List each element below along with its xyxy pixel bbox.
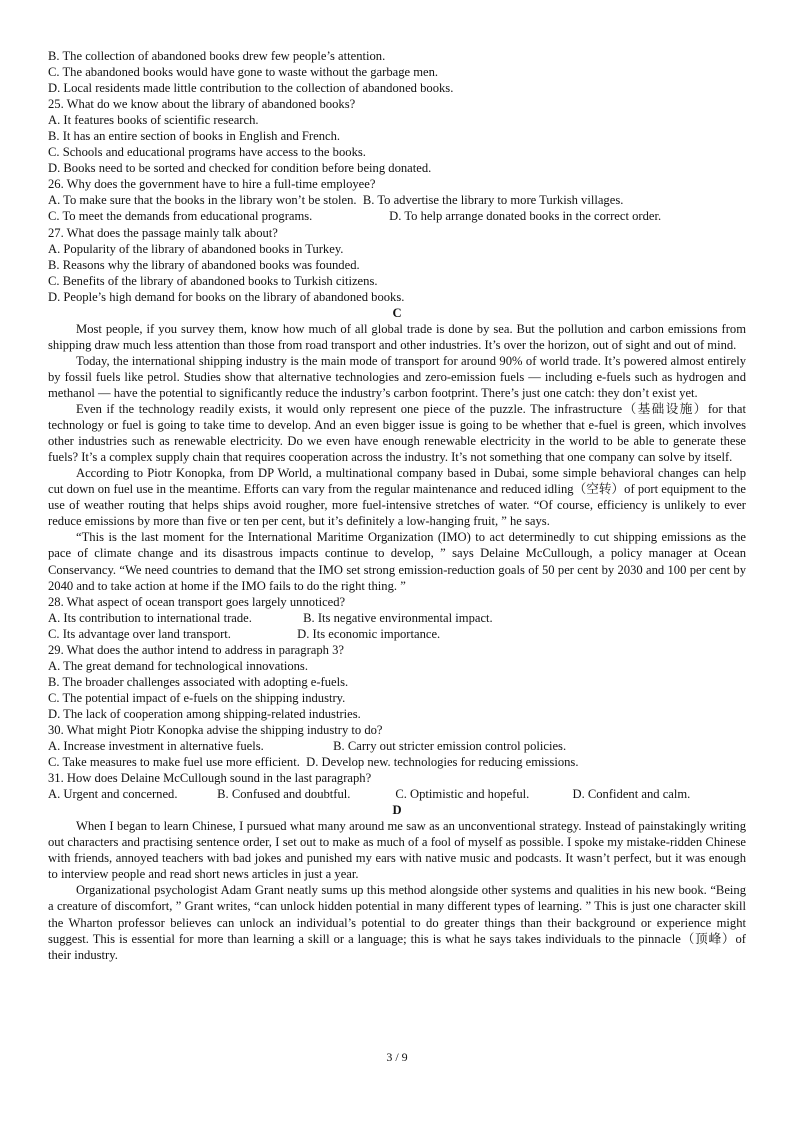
q26-option-c: C. To meet the demands from educational programs.	[48, 209, 313, 224]
section-c-paragraph-5: “This is the last moment for the International Maritime Organization (IMO) to act determinedly to cut shipping emissions as the pace of climate change and its disastrous impacts continue to develop, ” says Delaine McCullough, a policy manager at Ocean Conservancy. “We need countries to demand that the IMO set strong emission-reduction goals of 50 per cent by 2030 and 100 per cent by 2040 and to take action at home if the IMO fails to do the right thing. ”	[48, 530, 746, 593]
q28-option-b: B. Its negative environmental impact.	[303, 610, 493, 625]
q28-options-row-2	[48, 626, 746, 642]
q26-option-d: D. To help arrange donated books in the correct order.	[389, 209, 662, 224]
q28-option-c: C. Its advantage over land transport.	[48, 626, 231, 641]
q25-stem: 25. What do we know about the library of abandoned books?	[48, 97, 356, 112]
q29-option-b: B. The broader challenges associated with adopting e-fuels.	[48, 674, 349, 689]
q27-option-c: C. Benefits of the library of abandoned books to Turkish citizens.	[48, 273, 378, 288]
section-d-paragraph-1: When I began to learn Chinese, I pursued what many around me saw as an unconventional strategy. Instead of painstakingly writing out characters and practising sentence order, I set out to make as much of a fool of myself as possible. I spoke my mistake-ridden Chinese with friends, annoyed teachers with bad jokes and punished my ears with native music and podcasts. It wasn’t perfect, but it was enough to interview people and read short news articles in just a year.	[48, 819, 746, 882]
section-c-paragraph-2: Today, the international shipping industry is the main mode of transport for around 90% of world trade. It’s powered almost entirely by fossil fuels like petrol. Studies show that alternative technologies and zero-emission fuels — including e-fuels such as hydrogen and methanol — have the potential to significantly reduce the industry’s carbon footprint. There’s just one catch: they don’t exist yet.	[48, 353, 746, 400]
q24-option-c: C. The abandoned books would have gone to waste without the garbage men.	[48, 65, 439, 80]
q31-options-row	[48, 786, 746, 802]
q31-stem: 31. How does Delaine McCullough sound in the last paragraph?	[48, 771, 372, 786]
q27-option-a: A. Popularity of the library of abandoned books in Turkey.	[48, 241, 344, 256]
section-c-paragraph-1: Most people, if you survey them, know how much of all global trade is done by sea. But the pollution and carbon emissions from shipping draw much less attention than those from road transport and other industries. It’s over the horizon, out of sight and out of mind.	[48, 321, 746, 352]
q26-options-row-1	[48, 192, 746, 208]
section-d-paragraph-2: Organizational psychologist Adam Grant neatly sums up this method alongside other systems and qualities in his new book. “Being a creature of discomfort, ” Grant writes, “can unlock hidden potential in many different types of learning. ” This is just one character skill the Wharton professor believes can unlock an individual’s potential to do greater things than their background or experience might suggest. This is essential for more than learning a skill or a language; this is what he says takes individuals to the pinnacle（顶峰）of their industry.	[48, 883, 746, 962]
q27-option-b: B. Reasons why the library of abandoned books was founded.	[48, 257, 360, 272]
q31-option-d: D. Confident and calm.	[572, 787, 691, 802]
q30-option-b: B. Carry out stricter emission control policies.	[333, 739, 567, 754]
page-number: 3 / 9	[386, 1050, 408, 1064]
q30-stem: 30. What might Piotr Konopka advise the shipping industry to do?	[48, 722, 383, 737]
q30-option-d: D. Develop new. technologies for reducing emissions.	[306, 755, 579, 770]
q29-option-a: A. The great demand for technological innovations.	[48, 658, 308, 673]
q28-option-a: A. Its contribution to international trade.	[48, 610, 252, 625]
q29-option-c: C. The potential impact of e-fuels on the shipping industry.	[48, 690, 346, 705]
q31-option-a: A. Urgent and concerned.	[48, 787, 178, 802]
exam-page	[48, 48, 746, 963]
section-c-paragraph-4: According to Piotr Konopka, from DP World, a multinational company based in Dubai, some simple behavioral changes can help cut down on fuel use in the meantime. Efforts can vary from the regular maintenance and reduced idling（空转）of port equipment to the use of weather routing that helps ships avoid rougher, more fuel-intensive stretches of water. “Of course, efficiency is unlikely to ever reduce emissions by more than five or ten per cent, but it’s definitely a low-hanging fruit, ” he says.	[48, 466, 746, 529]
q27-stem: 27. What does the passage mainly talk about?	[48, 225, 278, 240]
q29-option-d: D. The lack of cooperation among shipping-related industries.	[48, 706, 361, 721]
q26-option-a: A. To make sure that the books in the library won’t be stolen.	[48, 193, 357, 208]
section-c-heading: C	[392, 305, 402, 320]
section-d-heading: D	[392, 803, 402, 818]
q31-option-b: B. Confused and doubtful.	[217, 787, 351, 802]
q31-option-c: C. Optimistic and hopeful.	[395, 787, 530, 802]
q25-option-c: C. Schools and educational programs have access to the books.	[48, 145, 366, 160]
q26-options-row-2	[48, 208, 746, 224]
section-c-paragraph-3: Even if the technology readily exists, it would only represent one piece of the puzzle. The infrastructure（基础设施）for that technology or fuel is going to take time to develop. And an even bigger issue is going to be whether that e-fuel is green, which involves other industries such as renewable electricity. Do we even have enough renewable electricity in the world to be able to generate these fuels? It’s a complex supply chain that requires cooperation across the industry. It’s not something that one company can solve by itself.	[48, 402, 746, 465]
q24-option-b: B. The collection of abandoned books drew few people’s attention.	[48, 49, 386, 63]
q29-stem: 29. What does the author intend to address in paragraph 3?	[48, 642, 344, 657]
q28-stem: 28. What aspect of ocean transport goes largely unnoticed?	[48, 594, 346, 609]
q28-options-row-1	[48, 610, 746, 626]
q30-options-row-2	[48, 754, 746, 770]
q25-option-a: A. It features books of scientific research.	[48, 113, 259, 128]
q30-options-row-1	[48, 738, 746, 754]
q28-option-d: D. Its economic importance.	[297, 626, 441, 641]
q30-option-c: C. Take measures to make fuel use more efficient.	[48, 755, 300, 770]
q26-stem: 26. Why does the government have to hire a full-time employee?	[48, 177, 376, 192]
q25-option-d: D. Books need to be sorted and checked for condition before being donated.	[48, 161, 432, 176]
q25-option-b: B. It has an entire section of books in English and French.	[48, 129, 341, 144]
q27-option-d: D. People’s high demand for books on the library of abandoned books.	[48, 289, 405, 304]
q24-option-d: D. Local residents made little contribution to the collection of abandoned books.	[48, 81, 454, 96]
q30-option-a: A. Increase investment in alternative fuels.	[48, 739, 264, 754]
q26-option-b: B. To advertise the library to more Turkish villages.	[362, 193, 624, 208]
